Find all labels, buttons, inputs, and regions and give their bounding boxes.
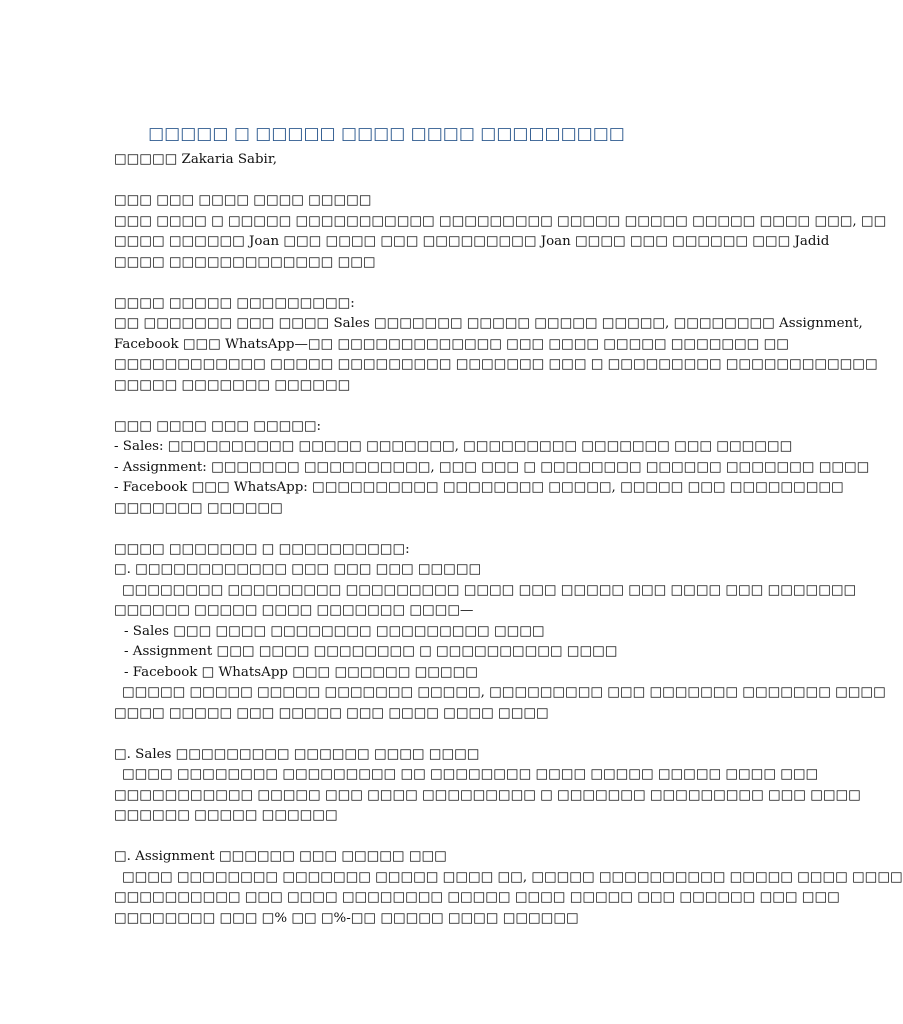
section-line: □□□□□ □□□□□□□ □□□□□□ bbox=[114, 377, 351, 393]
section-heading: □□□□ □□□□□ □□□□□□□□□: bbox=[114, 295, 355, 311]
item-line: □□□□□□□□□□□ □□□□□ □□□ □□□□ □□□□□□□□□ □ □□□□□□□ □□□□□□□□□ □□□ □□□□ bbox=[114, 787, 861, 803]
item-line: □□□□□□□□ □□□ □% □□ □%-□□ □□□□□ □□□□ □□□□□□ bbox=[114, 910, 579, 926]
bullet-item: - Sales □□□ □□□□ □□□□□□□□ □□□□□□□□□ □□□□ bbox=[124, 623, 545, 639]
blank-line bbox=[114, 519, 659, 540]
section-heading: □□□ □□□□ □□□ □□□□□: bbox=[114, 418, 322, 434]
item-line: □□□□ □□□□□ □□□ □□□□□ □□□ □□□□ □□□□ □□□□ bbox=[114, 705, 549, 721]
list-item: - Sales: □□□□□□□□□□ □□□□□ □□□□□□□, □□□□□□□□□ □□□□□□□ □□□ □□□□□□ bbox=[114, 439, 793, 454]
item-line: □□□□□□ □□□□□ □□□□ □□□□□□□ □□□□— bbox=[114, 603, 474, 618]
intro-line: □□□□ □□□□□□□□□□□□□ □□□ bbox=[114, 254, 376, 270]
blank-line bbox=[114, 171, 659, 192]
item-line: □□□□□□□□□□ □□□ □□□□ □□□□□□□□ □□□□□ □□□□ □□□□□ □□□ □□□□□□ □□□ □□□ bbox=[114, 890, 840, 905]
blank-line bbox=[114, 827, 659, 848]
item-line: □□□□□□ □□□□□ □□□□□□ bbox=[114, 808, 338, 823]
list-item: - Assignment: □□□□□□□ □□□□□□□□□□, □□□ □□□ □ □□□□□□□□ □□□□□□ □□□□□□□ □□□□ bbox=[114, 459, 870, 475]
item-line: □□□□ □□□□□□□□ □□□□□□□ □□□□□ □□□□ □□, □□□□□ □□□□□□□□□□ □□□□□ □□□□ □□□□ bbox=[122, 869, 903, 885]
section-heading: □□□□ □□□□□□□ □ □□□□□□□□□□: bbox=[114, 541, 410, 557]
blank-line bbox=[114, 724, 659, 745]
list-item: - Facebook □□□ WhatsApp: □□□□□□□□□□ □□□□□□□□ □□□□□, □□□□□ □□□ □□□□□□□□□ bbox=[114, 480, 844, 495]
blank-line bbox=[114, 273, 659, 294]
intro-heading: □□□ □□□ □□□□ □□□□ □□□□□ bbox=[114, 193, 372, 208]
bullet-item: - Facebook □ WhatsApp □□□ □□□□□□ □□□□□ bbox=[124, 664, 478, 680]
blank-line bbox=[114, 396, 659, 417]
numbered-item-heading: □. Sales □□□□□□□□□ □□□□□□ □□□□ □□□□ bbox=[114, 746, 480, 762]
numbered-item-heading: □. □□□□□□□□□□□□ □□□ □□□ □□□ □□□□□ bbox=[114, 562, 482, 577]
document-body bbox=[114, 121, 903, 929]
item-line: □□□□□□□□ □□□□□□□□□ □□□□□□□□□ □□□□ □□□ □□□□□ □□□ □□□□ □□□ □□□□□□□ bbox=[122, 582, 857, 598]
numbered-item-heading: □. Assignment □□□□□□ □□□ □□□□□ □□□ bbox=[114, 849, 447, 864]
item-line: □□□□□ □□□□□ □□□□□ □□□□□□□ □□□□□, □□□□□□□□□ □□□ □□□□□□□ □□□□□□□ □□□□ bbox=[122, 685, 886, 700]
intro-line: □□□□ □□□□□□ Joan □□□ □□□□ □□□ □□□□□□□□□ Joan □□□□ □□□ □□□□□□ □□□ Jadid bbox=[114, 234, 830, 249]
document-title: □□□□□ □ □□□□□ □□□□ □□□□ □□□□□□□□□ bbox=[148, 124, 625, 144]
list-item: □□□□□□□ □□□□□□ bbox=[114, 500, 283, 516]
greeting-line: □□□□□ Zakaria Sabir, bbox=[114, 152, 278, 167]
section-line: □□ □□□□□□□ □□□ □□□□ Sales □□□□□□□ □□□□□ □□□□□ □□□□□, □□□□□□□□ Assignment, bbox=[114, 316, 863, 331]
section-line: □□□□□□□□□□□□ □□□□□ □□□□□□□□□ □□□□□□□ □□□ □ □□□□□□□□□ □□□□□□□□□□□□ bbox=[114, 357, 878, 372]
intro-line: □□□ □□□□ □ □□□□□ □□□□□□□□□□□ □□□□□□□□□ □□□□□ □□□□□ □□□□□ □□□□ □□□, □□ bbox=[114, 213, 887, 229]
item-line: □□□□ □□□□□□□□ □□□□□□□□□ □□ □□□□□□□□ □□□□ □□□□□ □□□□□ □□□□ □□□ bbox=[122, 767, 819, 782]
section-line: Facebook □□□ WhatsApp—□□ □□□□□□□□□□□□□ □□□ □□□□ □□□□□ □□□□□□□ □□ bbox=[114, 336, 789, 352]
bullet-item: - Assignment □□□ □□□□ □□□□□□□□ □ □□□□□□□□□□ □□□□ bbox=[124, 644, 618, 659]
